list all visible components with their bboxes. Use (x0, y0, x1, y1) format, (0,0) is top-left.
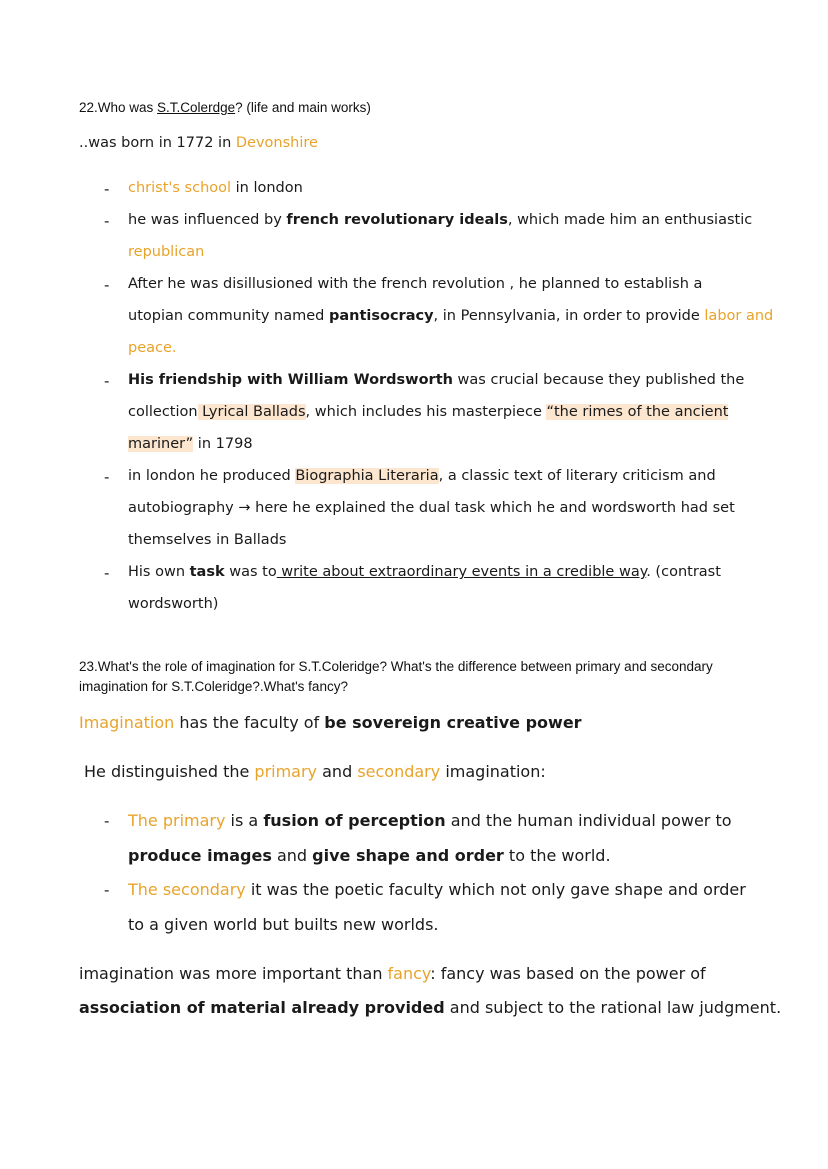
bullet-2-text: he was influenced by (128, 212, 287, 228)
bullet-4-bold: His friendship with William Wordsworth (128, 372, 453, 388)
bullet-dash: - (104, 468, 110, 486)
biographia-highlight: Biographia Literaria (295, 468, 439, 484)
bullet-3-bold: pantisocracy (328, 308, 434, 324)
bullet-3-highlight: labor and (704, 308, 774, 324)
bullet-4-line-1 (128, 372, 744, 388)
bullet-6-line-2: wordsworth) (128, 596, 219, 612)
bullet-3-text: , in Pennsylvania, in order to provide (433, 308, 705, 324)
title-text: ? (life and main works) (235, 100, 371, 115)
rime-title-highlight: “the rimes of the ancient (546, 404, 729, 420)
title-text: 22.Who was (79, 100, 158, 115)
bullet-4-text: , which includes his masterpiece (305, 404, 547, 420)
secondary-line-2: to a given world but builts new worlds. (128, 915, 439, 934)
bullet-4-text: was crucial because they published the (452, 372, 745, 388)
bullet-4-text: in 1798 (193, 436, 253, 452)
secondary-line-1 (128, 880, 746, 899)
imagination-bold: be sovereign creative power (324, 713, 582, 732)
imagination-word: Imagination (79, 713, 175, 732)
bullet-dash: - (104, 212, 110, 230)
primary-text: to the world. (503, 846, 611, 865)
primary-text: and the human individual power to (445, 811, 732, 830)
bullet-dash: - (104, 276, 110, 294)
bullet-5-line-2: autobiography → here he explained the dual task which he and wordsworth had set (128, 500, 735, 516)
bullet-3-line-1: After he was disillusioned with the french revolution , he planned to establish a (128, 276, 703, 292)
bullet-2-line-2: republican (128, 244, 205, 260)
primary-line-1 (128, 811, 732, 830)
bullet-5-line-1 (128, 468, 716, 484)
bullet-3-text: utopian community named (128, 308, 329, 324)
primary-bold: fusion of perception (263, 811, 446, 830)
primary-label: The primary (128, 811, 226, 830)
distinguish-line (84, 762, 546, 781)
primary-bold: produce images (128, 846, 272, 865)
bullet-4-text: collection (128, 404, 198, 420)
bullet-2-line-1 (128, 212, 752, 228)
bullet-6-text: . (contrast (646, 564, 721, 580)
primary-text: and (271, 846, 313, 865)
rime-title-highlight: mariner” (128, 436, 194, 452)
bullet-dash: - (104, 564, 110, 582)
born-place: Devonshire (235, 135, 318, 151)
bullet-6-line-1 (128, 564, 721, 580)
bullet-6-text: His own (128, 564, 190, 580)
primary-bold: give shape and order (312, 846, 504, 865)
fancy-text: and subject to the rational law judgment. (444, 998, 782, 1017)
question-22-title (79, 98, 371, 117)
bullet-6-text: was to (224, 564, 277, 580)
fancy-line-2 (79, 998, 781, 1017)
distinguish-text: and (317, 762, 358, 781)
bullet-4-line-3 (128, 436, 253, 452)
fancy-bold: association of material already provided (79, 998, 445, 1017)
bullet-1 (128, 180, 303, 196)
bullet-2-bold: french revolutionary ideals (286, 212, 508, 228)
imagination-line (79, 713, 582, 732)
primary-line-2 (128, 846, 611, 865)
bullet-3-line-2 (128, 308, 773, 324)
question-23-title-line-1: 23.What's the role of imagination for S.T.Coleridge? What's the difference between primary and secondary (79, 659, 713, 674)
bullet-dash: - (104, 812, 110, 830)
primary-word: primary (254, 762, 318, 781)
born-line (79, 135, 318, 151)
distinguish-text: He distinguished the (84, 762, 255, 781)
secondary-text: it was the poetic faculty which not only gave shape and order (245, 880, 746, 899)
fancy-line-1 (79, 964, 706, 983)
title-name: S.T.Colerdge (157, 100, 236, 115)
bullet-dash: - (104, 372, 110, 390)
fancy-text: : fancy was based on the power of (430, 964, 706, 983)
bullet-2-text: , which made him an enthusiastic (507, 212, 753, 228)
question-23-title-line-2: imagination for S.T.Coleridge?.What's fancy? (79, 679, 348, 694)
bullet-1-highlight: christ's school (128, 180, 232, 196)
lyrical-ballads-highlight: Lyrical Ballads (197, 404, 306, 420)
bullet-6-underline: write about extraordinary events in a credible way (276, 564, 647, 580)
fancy-word: fancy (387, 964, 431, 983)
primary-text: is a (225, 811, 264, 830)
bullet-5-line-3: themselves in Ballads (128, 532, 287, 548)
born-text: ..was born in 1772 in (79, 135, 236, 151)
secondary-label: The secondary (128, 880, 246, 899)
bullet-6-bold: task (189, 564, 225, 580)
bullet-3-line-3: peace. (128, 340, 177, 356)
bullet-dash: - (104, 881, 110, 899)
bullet-1-text: in london (231, 180, 303, 196)
distinguish-text: imagination: (440, 762, 546, 781)
bullet-5-text: in london he produced (128, 468, 296, 484)
fancy-text: imagination was more important than (79, 964, 388, 983)
bullet-5-text: , a classic text of literary criticism and (438, 468, 716, 484)
secondary-word: secondary (357, 762, 441, 781)
bullet-4-line-2 (128, 404, 728, 420)
bullet-dash: - (104, 180, 110, 198)
imagination-text: has the faculty of (174, 713, 325, 732)
